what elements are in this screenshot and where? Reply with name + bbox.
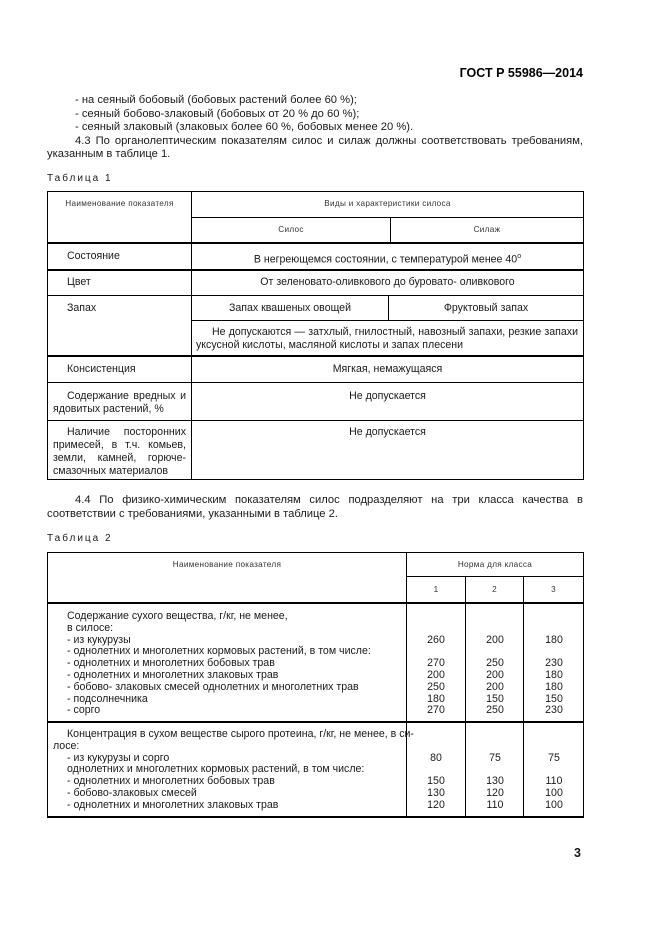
g1-value: 250 [486, 704, 504, 717]
g1-value: 180 [427, 692, 445, 705]
g2-value: 110 [486, 798, 504, 811]
g1-line: - бобово- злаковых смесей однолетних и многолетних трав [67, 680, 359, 693]
intro-bullet-1: - на сеяный бобовый (бобовых растений более 60 %); [75, 94, 357, 106]
g1-value: 150 [545, 692, 563, 705]
g2-value: 75 [548, 751, 560, 764]
intro-bullet-2: - сеяный бобово-злаковый (бобовых от 20 % до 60 %); [75, 107, 360, 120]
g2-line: - однолетних и многолетних злаковых трав [67, 798, 279, 811]
g2-value: 75 [489, 751, 501, 764]
row-harmful-value: Не допускается [349, 390, 426, 402]
g2-value: 110 [545, 775, 563, 788]
g2-value: 100 [545, 798, 563, 811]
g1-value: 260 [427, 633, 445, 646]
g1-line: - однолетних и многолетних кормовых растений, в том числе: [67, 645, 371, 658]
g1-line: - подсолнечника [67, 692, 148, 705]
g2-line: однолетних и многолетних кормовых растений, в том числе: [67, 763, 365, 776]
g2-value: 130 [427, 787, 445, 799]
g1-line: - однолетних и многолетних злаковых трав [67, 669, 279, 681]
g2-value: 80 [430, 751, 442, 764]
table2-header-name: Наименование показателя [172, 560, 282, 569]
row-consistency-name: Консистенция [67, 363, 136, 375]
row-color-name: Цвет [67, 276, 91, 288]
g1-value: 200 [486, 669, 504, 681]
row-smell-silage: Фруктовый запах [443, 302, 529, 314]
g1-value: 180 [545, 669, 563, 681]
paragraph-4-3: 4.3 По органолептическим показателям силос и силаж должны соответствовать требованиям, указанным в таблице 1. [47, 134, 583, 161]
g1-value: 270 [427, 704, 445, 717]
g1-value: 200 [427, 669, 445, 681]
g1-value: 180 [545, 633, 563, 646]
g1-line: Содержание сухого вещества, г/кг, не менее, [67, 610, 288, 622]
intro-bullet-3: - сеяный злаковый (злаковых более 60 %, бобовых менее 20 %). [75, 121, 414, 134]
table1-header-name: Наименование показателя [65, 199, 174, 208]
table1-header-silage: Силаж [473, 225, 501, 234]
g1-line: - из кукурузы [67, 633, 131, 646]
table2-header-class-3: 3 [551, 585, 556, 594]
g1-value: 180 [545, 680, 563, 693]
g1-line: - однолетних и многолетних бобовых трав [67, 657, 275, 670]
g1-value: 230 [545, 657, 563, 670]
g2-line: лосе: [53, 739, 80, 752]
g2-value: 120 [486, 787, 504, 799]
g1-value: 230 [545, 704, 563, 717]
g2-value: 100 [545, 787, 563, 799]
table1-header-group: Виды и характеристики силоса [324, 199, 451, 208]
page-number: 3 [574, 846, 581, 860]
row-impurities-value: Не допускается [349, 426, 426, 438]
table1-header-silo: Силос [278, 225, 304, 234]
g1-value: 250 [427, 680, 445, 693]
g2-line: Концентрация в сухом веществе сырого протеина, г/кг, не менее, в си- [67, 728, 414, 740]
g2-line: - из кукурузы и сорго [67, 751, 170, 764]
row-smell-not-allowed: Не допускаются — затхлый, гнилостный, навозный запахи, резкие запахи уксусной кислоты, масляной кислоты и запах плесени [196, 326, 578, 351]
g1-value: 200 [486, 633, 504, 646]
row-color-value: От зеленовато-оливкового до буровато- оливкового [260, 276, 515, 288]
table2-caption: Таблица 2 [47, 533, 113, 544]
g2-value: 120 [427, 798, 445, 811]
g1-value: 150 [486, 692, 504, 705]
g1-value: 250 [486, 657, 504, 670]
row-consistency-value: Мягкая, немажущаяся [332, 363, 443, 375]
g1-value: 270 [427, 657, 445, 670]
g1-line: в силосе: [67, 621, 114, 634]
table2-header-group: Норма для класса [457, 560, 533, 569]
g2-value: 130 [486, 775, 504, 788]
table1-caption: Таблица 1 [47, 173, 113, 184]
g1-line: - сорго [67, 704, 101, 717]
row-state-name: Состояние [67, 250, 120, 262]
g1-value: 200 [486, 680, 504, 693]
table2-header-class-1: 1 [433, 585, 439, 594]
table2-header-class-2: 2 [492, 585, 497, 594]
row-smell-silo: Запах квашеных овощей [229, 302, 351, 314]
row-impurities-name: Наличие посторонних примесей, в т.ч. комьев, земли, камней, горюче-смазочных материалов [53, 426, 186, 477]
standard-number: ГОСТ Р 55986—2014 [459, 66, 583, 80]
paragraph-4-4: 4.4 По физико-химическим показателям силос подразделяют на три класса качества в соответствии с требованиями, указанными в таблице 2. [47, 494, 583, 520]
g2-line: - однолетних и многолетних бобовых трав [67, 775, 275, 788]
g2-line: - бобово-злаковых смесей [67, 787, 197, 799]
g2-value: 150 [427, 775, 445, 788]
row-harmful-name: Содержание вредных и ядовитых растений, % [53, 390, 186, 415]
row-state-value: В негреющемся состоянии, с температурой менее $40^о$ [253, 253, 522, 266]
row-smell-name: Запах [67, 302, 97, 314]
